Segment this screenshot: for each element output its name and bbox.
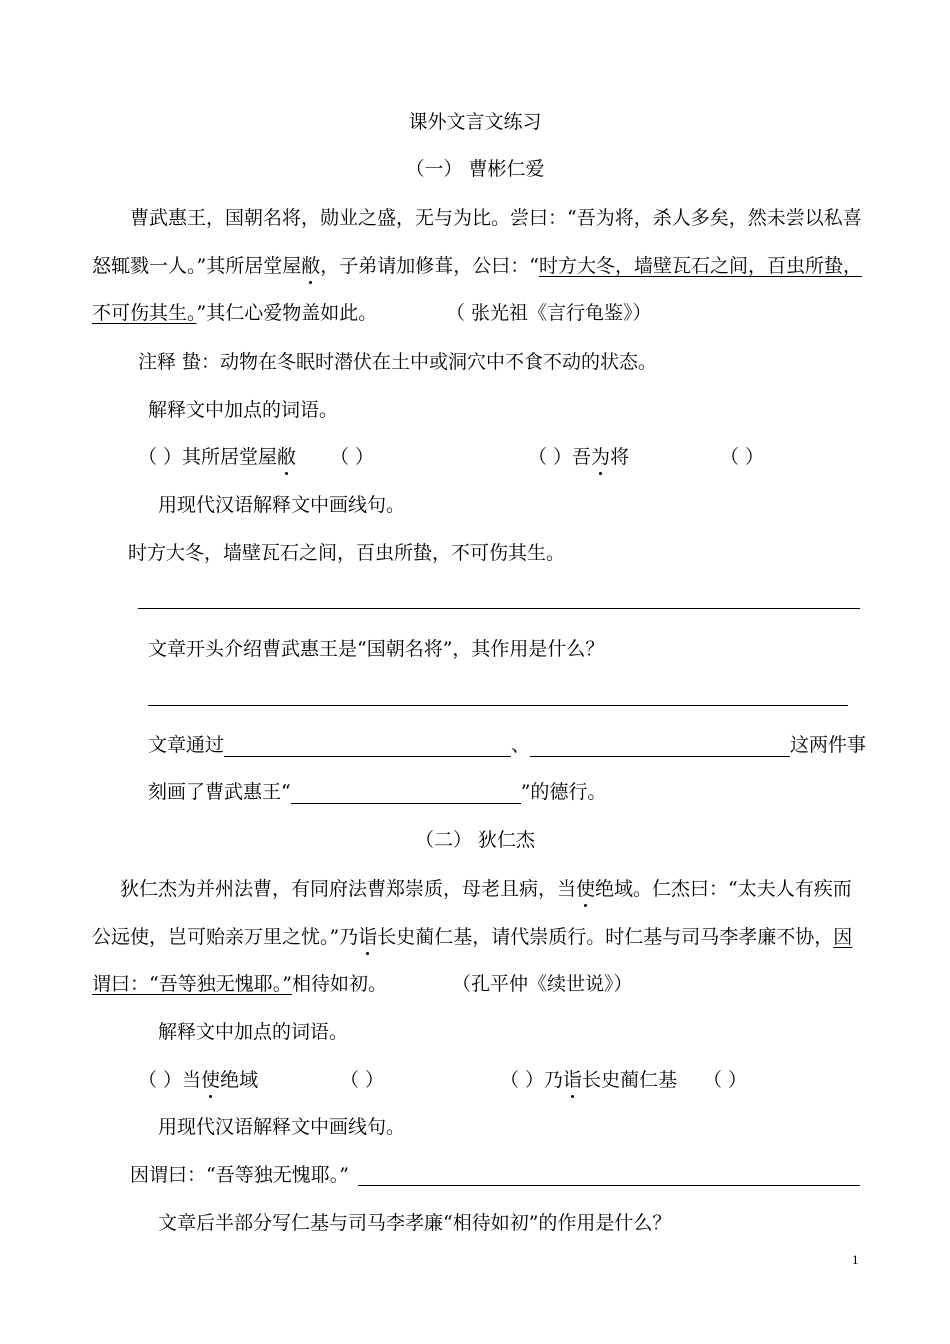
s2-q2-sentence: 因谓曰：“吾等独无愧耶。” <box>130 1164 349 1186</box>
s2-q1-item-1-answer[interactable]: （ ） <box>340 1069 385 1091</box>
s1-passage-line-3 <box>92 301 377 325</box>
s2-dotted-word: 使 <box>576 878 596 900</box>
s2-question-2: 用现代汉语解释文中画线句。 <box>158 1116 406 1138</box>
s1-question-1: 解释文中加点的词语。 <box>148 399 339 421</box>
s2-dotted-word: 诣 <box>358 926 378 948</box>
s2-source: （孔平仲《续世说》） <box>452 973 633 995</box>
s1-q1-item-2-answer[interactable]: （ ） <box>720 446 765 468</box>
page-title: 课外文言文练习 <box>408 111 542 133</box>
s1-q4-blank-3[interactable] <box>291 783 521 804</box>
section-1-heading: （一） 曹彬仁爱 <box>405 158 545 180</box>
s1-passage-line-1 <box>130 206 862 230</box>
s2-passage-line-2: 公远使，岂可贻亲万里之忧。”乃诣长史蔺仁基，请代崇质行。时仁基与司马李孝廉不协，因 <box>92 926 853 948</box>
s1-question-4: 文章通过 、 这两件事 <box>148 734 867 756</box>
s2-q1-item-2-answer[interactable]: （ ） <box>703 1069 748 1091</box>
s2-dotted-word: 诣 <box>563 1069 583 1091</box>
s1-q2-answer-line[interactable] <box>138 608 860 609</box>
s2-question-1: 解释文中加点的词语。 <box>158 1021 349 1043</box>
s2-dotted-word: 使 <box>201 1069 221 1091</box>
s2-passage-line-3: 谓曰：“吾等独无愧耶。”相待如初。 <box>92 973 387 995</box>
s1-q3-answer-line[interactable] <box>148 705 848 706</box>
s1-question-4-cont: 刻画了曹武惠王“ ”的德行。 <box>148 781 607 803</box>
s2-underlined-sentence: 谓曰：“吾等独无愧耶。” <box>92 973 292 995</box>
s1-passage-text: ，子弟请加修葺，公曰：“ <box>320 255 539 277</box>
s1-dotted-word: 为 <box>591 446 611 468</box>
s1-passage-text: 曹武惠王，国朝名将，勋业之盛，无与为比。尝曰：“吾为将，杀人多矣，然未尝以私喜 <box>130 207 862 229</box>
s1-dotted-word: 敝 <box>277 446 297 468</box>
s2-q2-answer-line[interactable] <box>358 1185 860 1186</box>
s1-q1-item-1: （ ）其所居堂屋敝 <box>138 446 297 468</box>
s1-dotted-word: 敝 <box>301 255 321 277</box>
s1-passage-text: ”其仁心爱物盖如此。 <box>196 302 378 324</box>
s2-passage-line-1: 狄仁杰为并州法曹，有同府法曹郑崇质，母老且病，当使绝域。仁杰曰：“太夫人有疾而 <box>120 878 852 900</box>
s1-question-3: 文章开头介绍曹武惠王是“国朝名将”，其作用是什么？ <box>148 638 605 660</box>
s1-underlined-sentence: 时方大冬，墙壁瓦石之间，百虫所蛰， <box>538 255 862 277</box>
s1-note: 注释 蛰：动物在冬眠时潜伏在土中或洞穴中不食不动的状态。 <box>138 351 658 373</box>
s1-passage-line-2 <box>92 254 862 278</box>
s1-q2-sentence: 时方大冬，墙壁瓦石之间，百虫所蛰，不可伤其生。 <box>128 542 566 564</box>
s1-source: （ 张光祖《言行龟鉴》） <box>446 302 652 324</box>
s1-q4-blank-2[interactable] <box>530 736 790 757</box>
page-number: 1 <box>852 1252 859 1267</box>
s1-question-2: 用现代汉语解释文中画线句。 <box>158 494 406 516</box>
s1-q1-item-1-answer[interactable]: （ ） <box>330 446 375 468</box>
s1-underlined-sentence: 不可伤其生。 <box>92 302 197 324</box>
s2-q1-item-2: （ ）乃诣长史蔺仁基 <box>500 1069 678 1091</box>
s1-q4-blank-1[interactable] <box>224 736 511 757</box>
section-2-heading: （二） 狄仁杰 <box>414 829 536 851</box>
s2-q1-item-1: （ ）当使绝域 <box>138 1069 259 1091</box>
s2-question-3: 文章后半部分写仁基与司马李孝廉“相待如初”的作用是什么？ <box>158 1212 672 1234</box>
s1-passage-text: 怒辄戮一人。”其所居堂屋 <box>92 255 302 277</box>
s2-underlined-sentence: 因 <box>833 926 853 948</box>
s1-q1-item-2: （ ）吾为将 <box>528 446 630 468</box>
